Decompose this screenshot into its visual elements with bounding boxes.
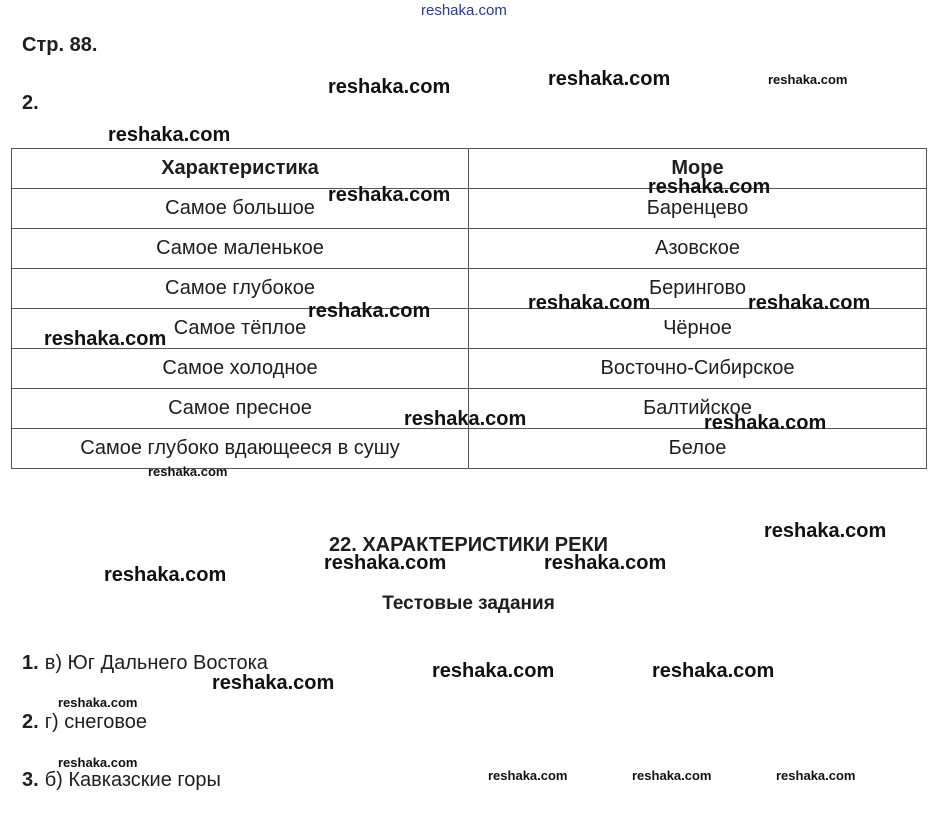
answer-number: 1. (22, 652, 39, 674)
watermark: reshaka.com (648, 176, 771, 198)
sea-cell: Берингово (469, 269, 927, 309)
watermark: reshaka.com (148, 464, 228, 479)
task-number: 2. (22, 92, 39, 114)
answer-item (22, 711, 147, 734)
watermark: reshaka.com (44, 328, 167, 350)
watermark: reshaka.com (212, 672, 335, 694)
answer-text: б) Кавказские горы (44, 769, 221, 791)
watermark: reshaka.com (324, 552, 447, 574)
watermark: reshaka.com (404, 408, 527, 430)
watermark: reshaka.com (548, 68, 671, 90)
sea-cell: Балтийское (469, 389, 927, 429)
watermark: reshaka.com (308, 300, 431, 322)
watermark: reshaka.com (488, 768, 568, 783)
watermark: reshaka.com (776, 768, 856, 783)
sea-cell: Восточно-Сибирское (469, 349, 927, 389)
answer-text: в) Юг Дальнего Востока (44, 652, 268, 674)
answer-number: 3. (22, 769, 39, 791)
page-reference: Стр. 88. (22, 34, 98, 56)
characteristic-cell: Самое маленькое (12, 229, 469, 269)
watermark: reshaka.com (748, 292, 871, 314)
watermark: reshaka.com (652, 660, 775, 682)
characteristic-cell: Самое тёплое (12, 309, 469, 349)
watermark: reshaka.com (764, 520, 887, 542)
watermark: reshaka.com (768, 72, 848, 87)
sea-cell: Баренцево (469, 189, 927, 229)
watermark: reshaka.com (528, 292, 651, 314)
watermark: reshaka.com (58, 755, 138, 770)
watermark: reshaka.com (104, 564, 227, 586)
section-title: 22. ХАРАКТЕРИСТИКИ РЕКИ (328, 534, 609, 556)
watermark: reshaka.com (632, 768, 712, 783)
sea-cell: Азовское (469, 229, 927, 269)
characteristic-cell: Самое пресное (12, 389, 469, 429)
characteristic-cell: Самое холодное (12, 349, 469, 389)
table-row (12, 229, 927, 269)
characteristic-cell: Самое глубокое (12, 269, 469, 309)
sea-cell: Белое (469, 429, 927, 469)
watermark: reshaka.com (328, 76, 451, 98)
answer-number: 2. (22, 711, 39, 733)
column-header-sea: Море (469, 149, 927, 189)
watermark: reshaka.com (704, 412, 827, 434)
sea-cell: Чёрное (469, 309, 927, 349)
watermark: reshaka.com (421, 2, 507, 19)
table-row (12, 349, 927, 389)
characteristic-cell: Самое большое (12, 189, 469, 229)
table-row (12, 189, 927, 229)
watermark: reshaka.com (432, 660, 555, 682)
watermark: reshaka.com (108, 124, 231, 146)
answer-item (22, 769, 221, 792)
watermark: reshaka.com (328, 184, 451, 206)
characteristic-cell: Самое глубоко вдающееся в сушу (12, 429, 469, 469)
table-header-row (12, 149, 927, 189)
watermark: reshaka.com (544, 552, 667, 574)
section-subtitle: Тестовые задания (382, 593, 555, 614)
watermark: reshaka.com (58, 695, 138, 710)
answer-text: г) снеговое (44, 711, 147, 733)
column-header-characteristic: Характеристика (12, 149, 469, 189)
